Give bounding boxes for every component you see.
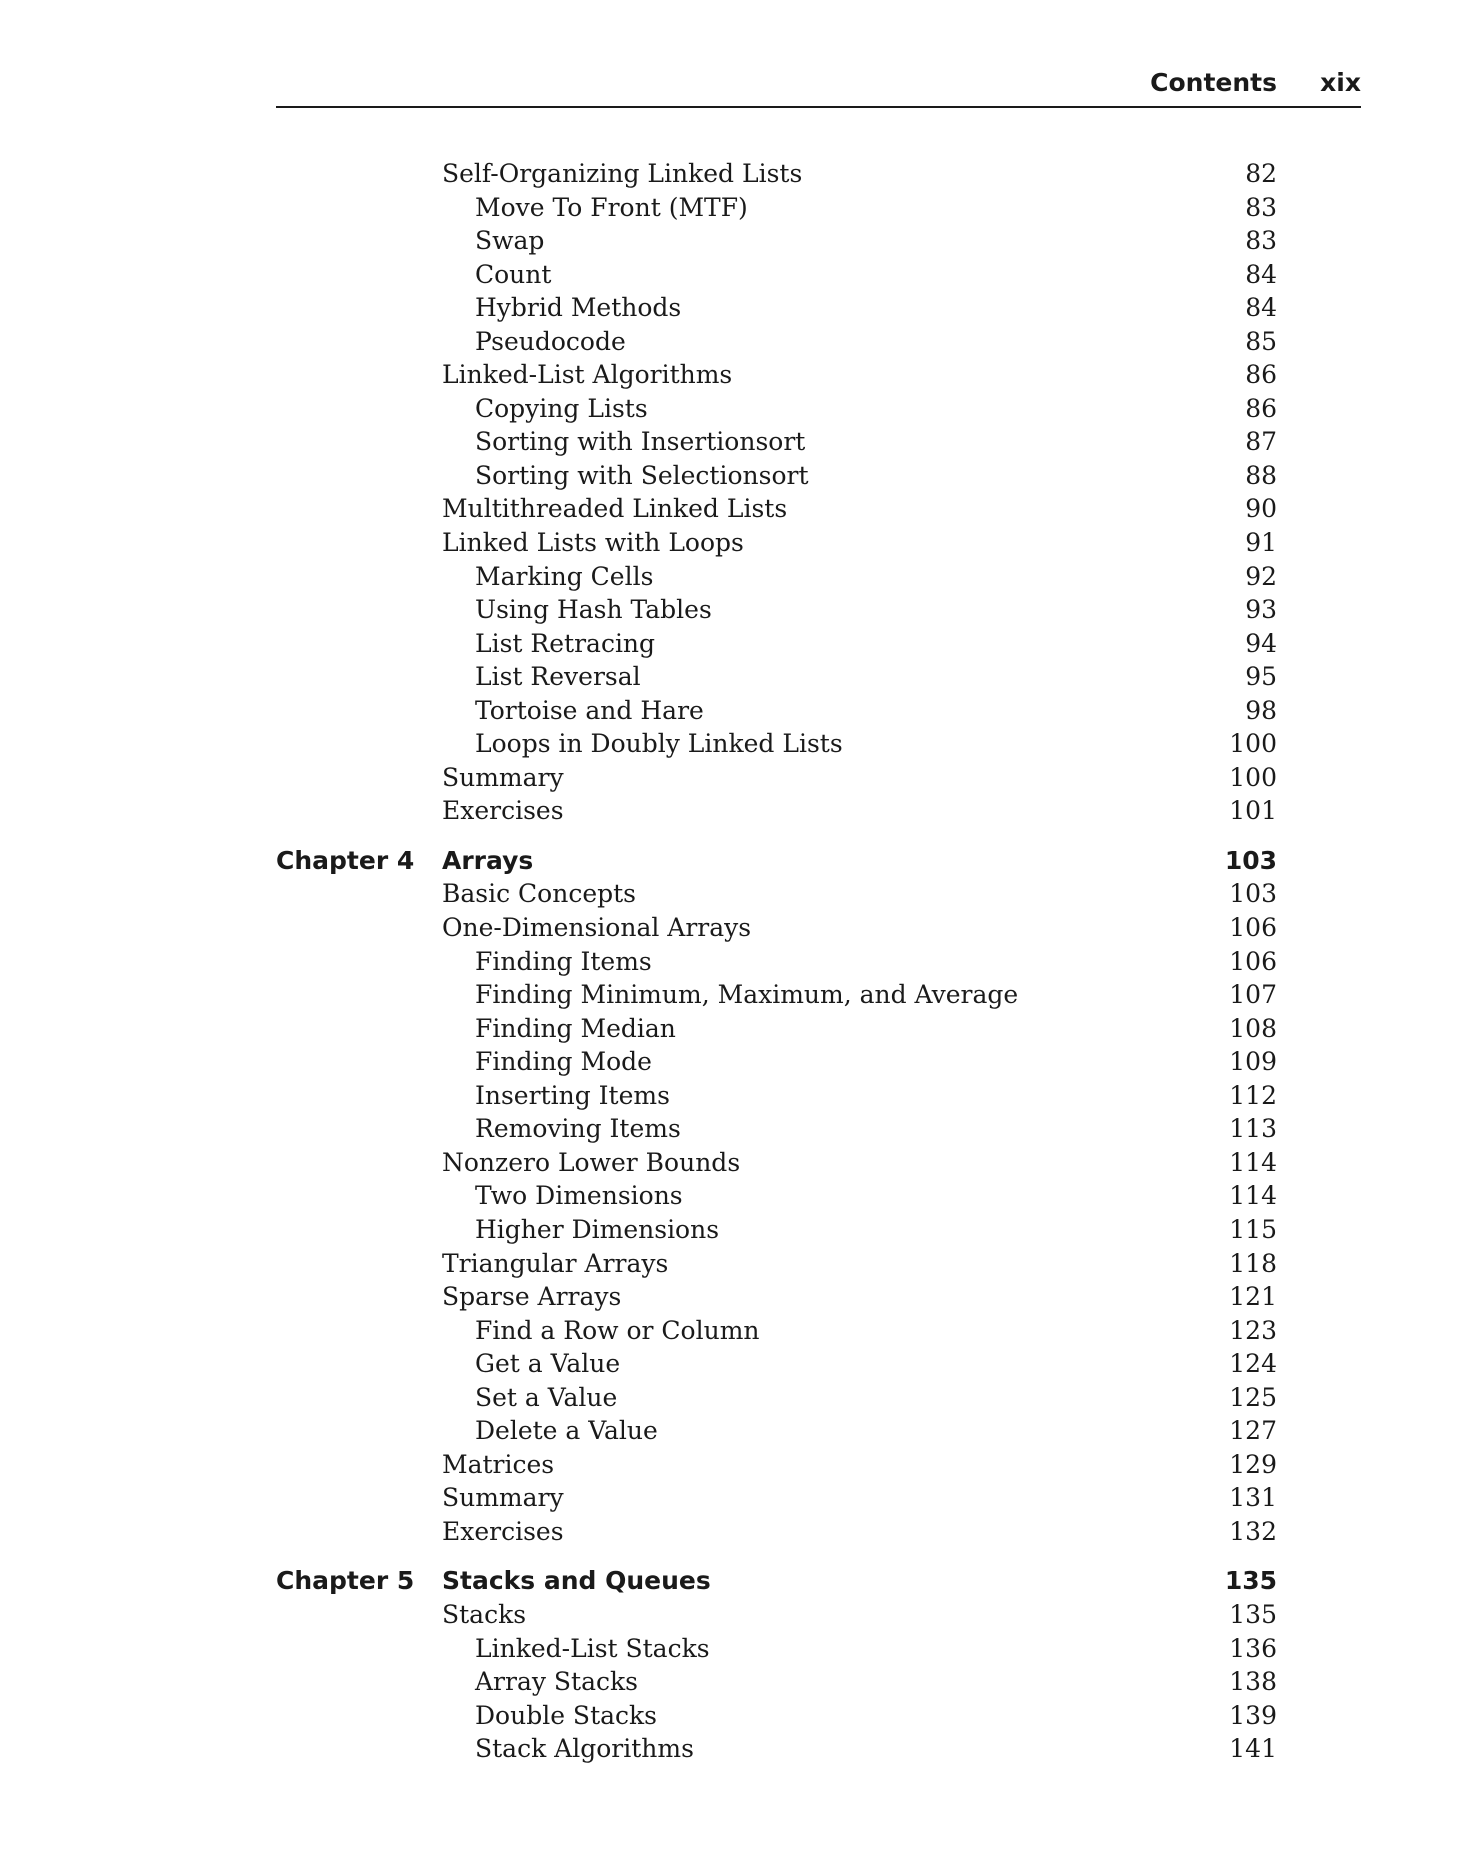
- toc-entry-page: 108: [1229, 1013, 1277, 1043]
- toc-entry[interactable]: [276, 1481, 1277, 1515]
- toc-entry-page: 135: [1229, 1599, 1277, 1629]
- page-header: [276, 66, 1361, 108]
- toc-entry[interactable]: [276, 526, 1277, 560]
- toc-entry-label: Triangular Arrays: [442, 1248, 669, 1278]
- toc-entry[interactable]: [276, 425, 1277, 459]
- toc-entry-label: Loops in Doubly Linked Lists: [475, 729, 843, 759]
- toc-entry[interactable]: [276, 560, 1277, 594]
- toc-chapter-number: Chapter 4: [276, 845, 415, 875]
- toc-entry[interactable]: [276, 877, 1277, 911]
- toc-entry-label: Swap: [475, 226, 545, 256]
- toc-entry[interactable]: [276, 157, 1277, 191]
- toc-entry-label: Marking Cells: [475, 561, 654, 591]
- toc-entry-label: Two Dimensions: [475, 1181, 683, 1211]
- toc-chapter-number: Chapter 5: [276, 1566, 415, 1596]
- toc-entry-page: 95: [1245, 662, 1277, 692]
- toc-entry-page: 100: [1229, 762, 1277, 792]
- table-of-contents: [276, 157, 1277, 1766]
- toc-entry[interactable]: [276, 593, 1277, 627]
- toc-entry-page: 106: [1229, 946, 1277, 976]
- header-title: Contents: [1150, 68, 1277, 97]
- toc-entry[interactable]: [276, 291, 1277, 325]
- toc-entry-page: 98: [1245, 695, 1277, 725]
- toc-entry[interactable]: [276, 1381, 1277, 1415]
- toc-entry-label: Sorting with Selectionsort: [475, 460, 809, 490]
- toc-entry-page: 86: [1245, 360, 1277, 390]
- toc-entry-label: Inserting Items: [475, 1080, 670, 1110]
- toc-entry[interactable]: [276, 492, 1277, 526]
- toc-entry-page: 136: [1229, 1633, 1277, 1663]
- toc-entry-page: 84: [1245, 293, 1277, 323]
- toc-entry[interactable]: [276, 1146, 1277, 1180]
- toc-entry-page: 125: [1229, 1382, 1277, 1412]
- toc-entry[interactable]: [276, 761, 1277, 795]
- toc-entry[interactable]: [276, 1112, 1277, 1146]
- toc-entry[interactable]: [276, 1448, 1277, 1482]
- toc-entry-label: Self-Organizing Linked Lists: [442, 159, 803, 188]
- toc-entry-page: 123: [1229, 1315, 1277, 1345]
- toc-entry-label: Exercises: [442, 796, 564, 826]
- toc-entry-label: Sorting with Insertionsort: [475, 427, 806, 457]
- toc-entry-label: Hybrid Methods: [475, 293, 682, 323]
- toc-entry[interactable]: [276, 224, 1277, 258]
- toc-entry-label: Multithreaded Linked Lists: [442, 494, 788, 524]
- toc-entry-label: Stack Algorithms: [475, 1734, 694, 1764]
- toc-entry-label: Exercises: [442, 1516, 564, 1546]
- toc-entry-label: Find a Row or Column: [475, 1315, 760, 1345]
- toc-entry-label: Finding Minimum, Maximum, and Average: [475, 980, 1019, 1010]
- toc-entry-page: 90: [1245, 494, 1277, 524]
- toc-chapter-title: Arrays: [442, 845, 534, 875]
- toc-entry-page: 138: [1229, 1667, 1277, 1697]
- toc-entry-label: One-Dimensional Arrays: [442, 913, 752, 943]
- header-page-number: xix: [1320, 68, 1361, 97]
- toc-entry-page: 113: [1229, 1114, 1277, 1144]
- toc-entry-label: Stacks: [442, 1599, 527, 1629]
- toc-entry-label: Linked-List Stacks: [475, 1633, 710, 1663]
- toc-entry[interactable]: [276, 1598, 1277, 1632]
- toc-entry-label: Basic Concepts: [442, 879, 637, 909]
- toc-entry-page: 139: [1229, 1700, 1277, 1730]
- toc-entry[interactable]: [276, 1314, 1277, 1348]
- toc-entry-page: 91: [1245, 528, 1277, 558]
- toc-entry[interactable]: [276, 1632, 1277, 1666]
- toc-entry-page: 84: [1245, 259, 1277, 289]
- toc-entry[interactable]: [276, 1280, 1277, 1314]
- toc-entry-label: Get a Value: [475, 1349, 621, 1379]
- toc-entry-page: 106: [1229, 913, 1277, 943]
- toc-entry-page: 93: [1245, 595, 1277, 625]
- toc-entry-page: 141: [1229, 1734, 1277, 1764]
- toc-entry[interactable]: [276, 358, 1277, 392]
- toc-entry[interactable]: [276, 1515, 1277, 1549]
- toc-entry[interactable]: [276, 1179, 1277, 1213]
- toc-chapter-title: Stacks and Queues: [442, 1566, 711, 1596]
- toc-entry-page: 103: [1229, 879, 1277, 909]
- toc-entry-page: 94: [1245, 628, 1277, 658]
- toc-entry[interactable]: [276, 1247, 1277, 1281]
- toc-entry-page: 114: [1229, 1147, 1277, 1177]
- toc-entry-label: Array Stacks: [475, 1667, 638, 1697]
- toc-entry-label: Finding Items: [475, 946, 652, 976]
- toc-entry-page: 88: [1245, 460, 1277, 490]
- toc-entry-page: 131: [1229, 1483, 1277, 1513]
- toc-entry-page: 121: [1229, 1282, 1277, 1312]
- toc-entry[interactable]: [276, 1213, 1277, 1247]
- toc-entry-label: Using Hash Tables: [475, 595, 712, 625]
- toc-entry[interactable]: [276, 1079, 1277, 1113]
- toc-entry-label: List Reversal: [475, 662, 641, 692]
- toc-entry[interactable]: [276, 978, 1277, 1012]
- toc-entry[interactable]: [276, 1699, 1277, 1733]
- toc-entry[interactable]: [276, 1045, 1277, 1079]
- toc-entry-label: Summary: [442, 762, 564, 792]
- toc-chapter-entry[interactable]: [276, 1564, 1277, 1598]
- toc-entry[interactable]: [276, 694, 1277, 728]
- toc-entry-page: 107: [1229, 980, 1277, 1010]
- toc-entry-page: 114: [1229, 1181, 1277, 1211]
- toc-entry-label: Finding Mode: [475, 1047, 652, 1077]
- toc-entry-label: Tortoise and Hare: [475, 695, 704, 725]
- toc-entry-label: Sparse Arrays: [442, 1282, 622, 1312]
- toc-chapter-entry[interactable]: [276, 844, 1277, 878]
- toc-entry-label: Matrices: [442, 1449, 555, 1479]
- toc-entry-label: Linked-List Algorithms: [442, 360, 733, 390]
- toc-entry-page: 87: [1245, 427, 1277, 457]
- toc-entry-label: Summary: [442, 1483, 564, 1513]
- toc-entry-page: 115: [1229, 1214, 1277, 1244]
- toc-entry-label: Set a Value: [475, 1382, 618, 1412]
- toc-entry-page: 101: [1229, 796, 1277, 826]
- toc-entry[interactable]: [276, 727, 1277, 761]
- toc-entry-page: 83: [1245, 192, 1277, 222]
- toc-entry-page: 118: [1229, 1248, 1277, 1278]
- toc-entry[interactable]: [276, 191, 1277, 225]
- toc-entry[interactable]: [276, 459, 1277, 493]
- toc-chapter-page: 135: [1224, 1566, 1277, 1596]
- toc-entry-page: 109: [1229, 1047, 1277, 1077]
- toc-entry-label: Move To Front (MTF): [475, 192, 748, 222]
- toc-entry-page: 129: [1229, 1449, 1277, 1479]
- toc-entry-page: 82: [1245, 159, 1277, 188]
- toc-entry-label: Double Stacks: [475, 1700, 657, 1730]
- toc-entry[interactable]: [276, 627, 1277, 661]
- toc-entry[interactable]: [276, 1012, 1277, 1046]
- toc-entry[interactable]: [276, 258, 1277, 292]
- toc-entry-page: 127: [1229, 1416, 1277, 1446]
- toc-entry-label: Finding Median: [475, 1013, 676, 1043]
- toc-entry-label: List Retracing: [475, 628, 656, 658]
- toc-entry-label: Count: [475, 259, 552, 289]
- toc-entry-label: Removing Items: [475, 1114, 681, 1144]
- toc-entry[interactable]: [276, 911, 1277, 945]
- toc-chapter-page: 103: [1224, 845, 1277, 875]
- toc-entry-label: Higher Dimensions: [475, 1214, 720, 1244]
- toc-entry-page: 83: [1245, 226, 1277, 256]
- toc-entry[interactable]: [276, 392, 1277, 426]
- toc-entry-page: 86: [1245, 393, 1277, 423]
- toc-entry[interactable]: [276, 1665, 1277, 1699]
- toc-entry[interactable]: [276, 660, 1277, 694]
- toc-entry-page: 112: [1229, 1080, 1277, 1110]
- toc-entry-page: 92: [1245, 561, 1277, 591]
- toc-entry-label: Copying Lists: [475, 393, 648, 423]
- toc-entry-label: Delete a Value: [475, 1416, 658, 1446]
- toc-entry-page: 132: [1229, 1516, 1277, 1546]
- toc-entry[interactable]: [276, 1347, 1277, 1381]
- toc-entry-label: Nonzero Lower Bounds: [442, 1147, 741, 1177]
- toc-entry[interactable]: [276, 794, 1277, 828]
- toc-entry-label: Pseudocode: [475, 326, 626, 356]
- toc-entry-label: Linked Lists with Loops: [442, 528, 744, 558]
- toc-entry[interactable]: [276, 1414, 1277, 1448]
- toc-entry[interactable]: [276, 945, 1277, 979]
- toc-entry-page: 85: [1245, 326, 1277, 356]
- toc-entry[interactable]: [276, 1732, 1277, 1766]
- toc-entry-page: 124: [1229, 1349, 1277, 1379]
- toc-entry[interactable]: [276, 325, 1277, 359]
- toc-entry-page: 100: [1229, 729, 1277, 759]
